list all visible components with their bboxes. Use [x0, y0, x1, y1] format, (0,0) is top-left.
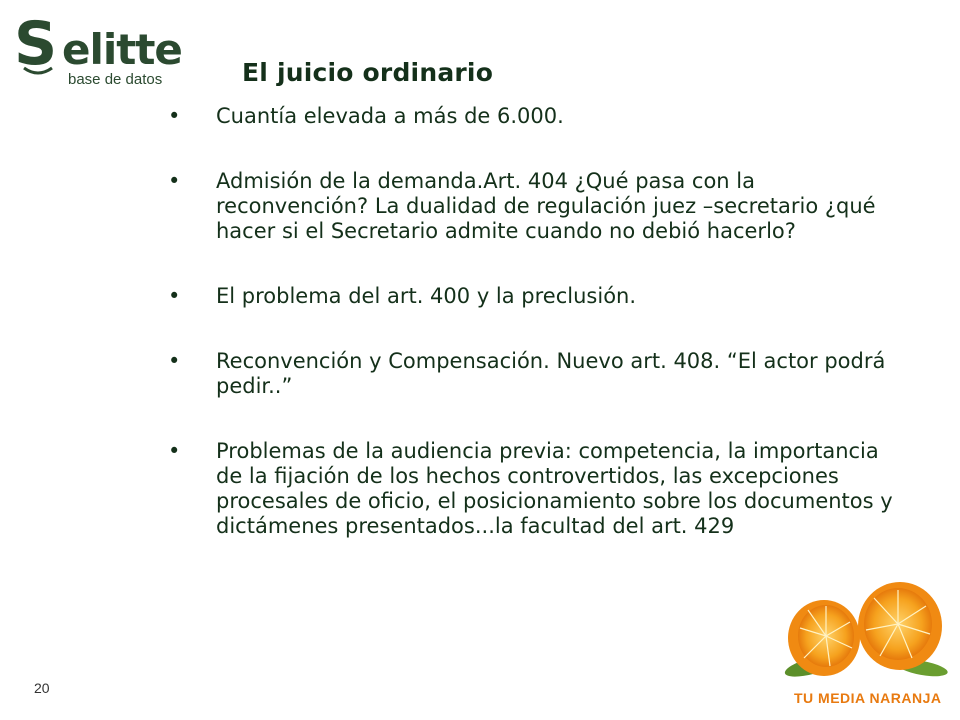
bullet-dot: • — [168, 284, 181, 308]
bullet-text: Cuantía elevada a más de 6.000. — [216, 104, 564, 128]
bullet-item — [168, 104, 908, 129]
bullet-text: Admisión de la demanda.Art. 404 ¿Qué pasa con la reconvención? La dualidad de regulación juez –secretario ¿qué hacer si el Secretario admite cuando no debió hacerlo? — [216, 169, 876, 243]
brand-text: TU MEDIA NARANJA — [794, 690, 942, 706]
bullet-dot: • — [168, 349, 181, 373]
bullet-text: Problemas de la audiencia previa: competencia, la importancia de la fijación de los hechos controvertidos, las excepciones procesales de oficio, el posicionamiento sobre los documentos y dictámenes presentados...la facultad del art. 429 — [216, 439, 893, 538]
logo-tagline: base de datos — [68, 71, 163, 88]
orange-halves-image — [772, 566, 952, 686]
page-number: 20 — [34, 680, 50, 696]
bullet-item — [168, 284, 908, 309]
logo-mark: S — [14, 9, 58, 79]
elitte-logo — [12, 8, 202, 88]
bullet-item — [168, 439, 908, 539]
bullet-dot: • — [168, 439, 181, 463]
bullet-item — [168, 349, 908, 399]
bullet-text: El problema del art. 400 y la preclusión. — [216, 284, 637, 308]
bullet-dot: • — [168, 104, 181, 128]
logo-name: elitte — [62, 25, 182, 74]
bullet-text: Reconvención y Compensación. Nuevo art. 408. “El actor podrá pedir..” — [216, 349, 886, 398]
bullet-list — [168, 104, 908, 539]
bullet-item — [168, 169, 908, 244]
slide-title: El juicio ordinario — [242, 58, 494, 87]
bullet-dot: • — [168, 169, 181, 193]
